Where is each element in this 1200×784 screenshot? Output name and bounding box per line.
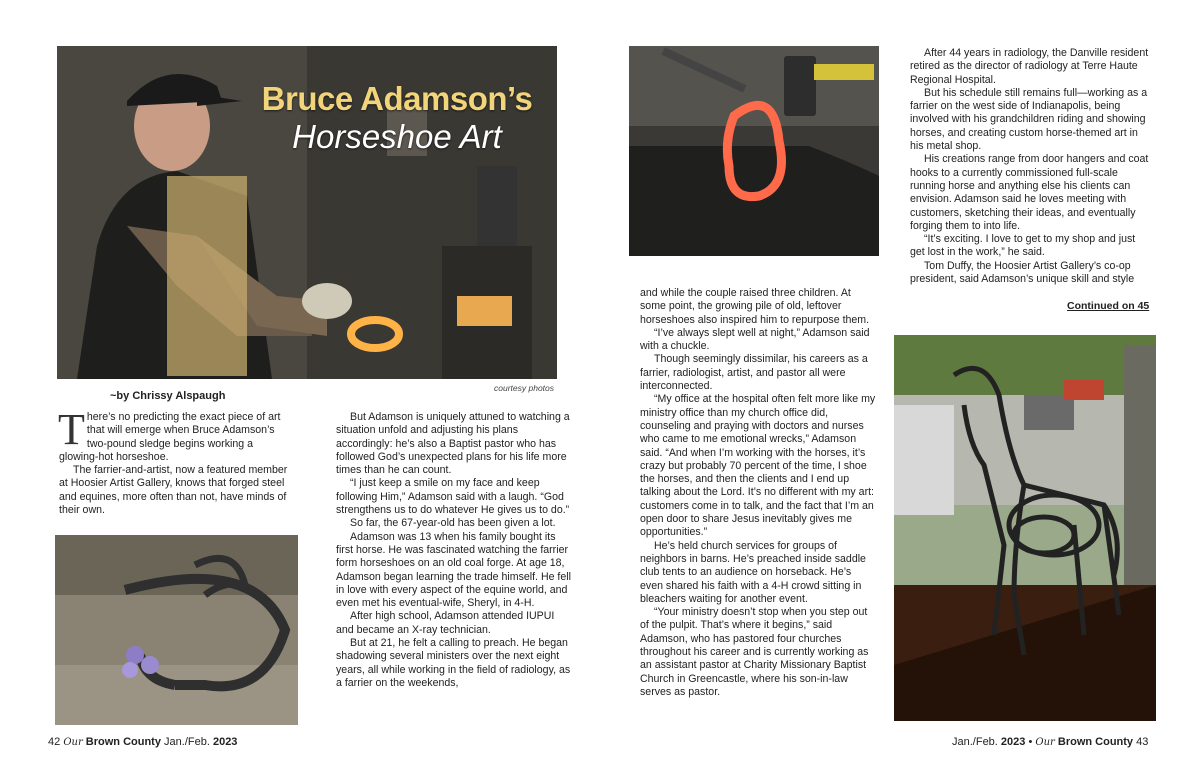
issue-year: 2023 bbox=[212, 736, 238, 748]
page-number: 43 bbox=[1136, 736, 1149, 748]
issue-label: Jan./Feb. bbox=[164, 736, 210, 748]
byline: ~by Chrissy Alspaugh bbox=[110, 390, 226, 402]
paragraph: He’s held church services for groups of neighbors in barns. He’s preached inside saddle club tents to an audience on horseback. He’s even shared his faith with a 4-H crowd sitting in bleachers waiting for another event. bbox=[640, 539, 866, 605]
paragraph: But at 21, he felt a calling to preach. He began shadowing several ministers over the next eight years, all while working in the field of radiology, as a farrier on the weekends, bbox=[336, 637, 571, 689]
page-number: 42 bbox=[48, 736, 61, 748]
paragraph: The farrier-and-artist, now a featured member at Hoosier Artist Gallery, knows that forged steel and equines, more often than not, have minds of their own. bbox=[59, 464, 288, 517]
paragraph-text: here’s no predicting the exact piece of art that will emerge when Bruce Adamson’s two-pound sledge begins working a glowing-hot horseshoe. bbox=[59, 411, 281, 463]
paragraph: Adamson was 13 when his family bought its first horse. He was fascinated watching the farrier form horseshoes on an old coal forge. At age 18, Adamson began learning the trade himself. He fell in love with every aspect of the equine world, and even met his eventual-wife, Sheryl, in 4-H. bbox=[336, 530, 571, 610]
paragraph: “I just keep a smile on my face and keep following Him,” Adamson said with a laugh. “God strengthens us to do whatever He gives us to do.” bbox=[336, 477, 570, 517]
right-page bbox=[600, 0, 1200, 784]
paragraph: His creations range from door hangers and coat hooks to a currently commissioned full-scale running horse and anything else his clients can envision. Adamson said he loves meeting with customers, sketching their ideas, and eventually forging them to into life. bbox=[910, 153, 1149, 232]
issue-label: Jan./Feb. bbox=[952, 736, 998, 748]
folio-left bbox=[48, 736, 237, 748]
paragraph: But his schedule still remains full—working as a farrier on the west side of Indianapolis, being involved with his grandchildren riding and showing horses, and creating custom horse-themed art in his metal shop. bbox=[910, 86, 1148, 153]
paragraph: “My office at the hospital often felt more like my ministry office than my church office did, counseling and praying with doctors and nurses who came to me emotional wrecks,” Adamson said. “And when I’m working with the horses, it’s crazy but probably 70 percent of the time, I shoe the horses, and then the clients and I end up talking about the Lord. It’s no different with my art: customers come in to talk, and the fact that I’m an open door to share Jesus inevitably gives me opportunities.” bbox=[640, 393, 876, 539]
paragraph: After 44 years in radiology, the Danville resident retired as the director of radiology at Terre Haute Regional Hospital. bbox=[910, 47, 1149, 86]
continued-link[interactable]: Continued on 45 bbox=[1067, 300, 1150, 312]
publication-name: Brown County bbox=[85, 736, 161, 748]
photo-horseshoe-hanger bbox=[55, 535, 298, 725]
horse-sculpture-illustration bbox=[894, 335, 1156, 721]
paragraph: “Your ministry doesn’t stop when you step out of the pulpit. That’s where it begins,” said Adamson, who has pastored four churches throughout his career and is currently working as an assistant pastor at Charity Missionary Baptist Church in Greencastle, where his son-in-law serves as pastor. bbox=[640, 606, 869, 698]
drop-cap: T bbox=[58, 405, 85, 454]
paragraph: Tom Duffy, the Hoosier Artist Gallery’s co-op president, said Adamson’s unique skill and style bbox=[910, 259, 1135, 286]
paragraph: So far, the 67-year-old has been given a lot. bbox=[350, 517, 556, 530]
paragraph: and while the couple raised three children. At some point, the growing pile of old, leftover horseshoes also inspired him to repurpose them. bbox=[640, 287, 870, 326]
article-title-line2: Horseshoe Art bbox=[292, 118, 502, 155]
paragraph: Though seemingly dissimilar, his careers as a farrier, radiologist, artist, and pastor all were interconnected. bbox=[640, 353, 868, 393]
magazine-our: Our bbox=[63, 737, 83, 748]
paragraph bbox=[58, 405, 295, 464]
publication-name: Brown County bbox=[1057, 736, 1134, 748]
magazine-our: Our bbox=[1035, 737, 1055, 748]
paragraph: After high school, Adamson attended IUPUI and became an X-ray technician. bbox=[336, 610, 555, 636]
anvil-illustration bbox=[629, 46, 879, 256]
paragraph: But Adamson is uniquely attuned to watching a situation unfold and adjusting his plans accordingly: he’s also a Baptist pastor who has followed God’s unexpected plans for his life more times than he can count. bbox=[336, 411, 570, 477]
horseshoe-illustration bbox=[55, 535, 298, 725]
column-4 bbox=[910, 47, 1152, 286]
separator-bullet: • bbox=[1028, 736, 1033, 748]
photo-credit: courtesy photos bbox=[494, 383, 555, 393]
paragraph: “I’ve always slept well at night,” Adamson said with a chuckle. bbox=[640, 326, 870, 353]
folio-right bbox=[952, 736, 1148, 748]
column-2 bbox=[336, 411, 571, 690]
photo-forging-anvil bbox=[629, 46, 879, 256]
photo-horse-sculpture bbox=[894, 335, 1156, 721]
paragraph: “It’s exciting. I love to get to my shop and just get lost in the work,” he said. bbox=[910, 233, 1136, 259]
issue-year: 2023 bbox=[1000, 736, 1026, 748]
article-title-line1: Bruce Adamson’s bbox=[261, 80, 533, 117]
column-1 bbox=[58, 405, 295, 517]
column-3 bbox=[640, 287, 876, 699]
hero-photo-blacksmith bbox=[57, 46, 557, 379]
